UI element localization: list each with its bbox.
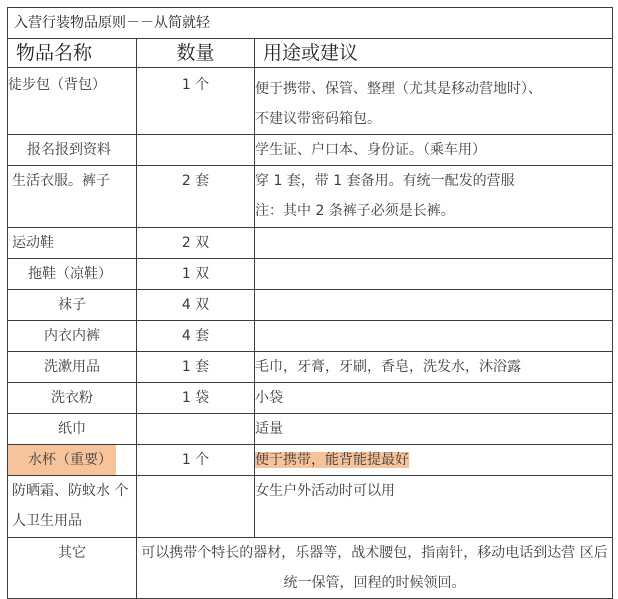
item-quantity: 2 双 xyxy=(137,228,255,259)
item-name: 报名报到资料 xyxy=(8,135,137,166)
item-usage xyxy=(255,445,613,476)
usage-line: 适量 xyxy=(255,421,283,437)
table-row-other xyxy=(8,538,613,599)
item-usage xyxy=(255,259,613,290)
item-name: 其它 xyxy=(8,538,137,599)
item-quantity: 4 双 xyxy=(137,290,255,321)
item-usage xyxy=(255,228,613,259)
header-quantity: 数量 xyxy=(137,39,255,68)
header-usage: 用途或建议 xyxy=(255,39,613,68)
item-usage xyxy=(255,68,613,135)
item-quantity: 2 套 xyxy=(137,166,255,228)
item-name: 袜子 xyxy=(8,290,137,321)
item-usage xyxy=(255,166,613,228)
table-row xyxy=(8,383,613,414)
item-quantity xyxy=(137,414,255,445)
usage-line: 可以携带个特长的器材，乐器等，战术腰包，指南针，移动电话到达营 xyxy=(141,545,576,561)
usage-line: 便于携带，能背能提最好 xyxy=(255,452,409,468)
item-quantity: 1 袋 xyxy=(137,383,255,414)
item-name: 水杯（重要） xyxy=(8,445,116,475)
item-usage xyxy=(255,352,613,383)
item-quantity: 4 套 xyxy=(137,321,255,352)
item-quantity xyxy=(137,476,255,538)
item-usage xyxy=(255,383,613,414)
item-name: 洗衣粉 xyxy=(8,383,137,414)
table-row-highlighted xyxy=(8,445,613,476)
item-name-cell xyxy=(8,445,137,476)
item-name: 拖鞋（凉鞋） xyxy=(8,259,137,290)
item-quantity xyxy=(137,135,255,166)
table-row xyxy=(8,352,613,383)
item-name: 徒步包（背包） xyxy=(8,68,137,135)
item-quantity: 1 套 xyxy=(137,352,255,383)
usage-line: 学生证、户口本、身份证。（乘车用） xyxy=(255,142,486,158)
item-usage xyxy=(255,414,613,445)
item-name-line: 防晒霜、防蚊水 xyxy=(12,483,110,499)
table-row xyxy=(8,135,613,166)
table-row xyxy=(8,290,613,321)
table-title: 入营行装物品原则－－从简就轻 xyxy=(8,8,613,39)
table-row xyxy=(8,321,613,352)
header-row xyxy=(8,39,613,68)
table-row xyxy=(8,259,613,290)
header-item-name: 物品名称 xyxy=(8,39,137,68)
item-name: 纸巾 xyxy=(8,414,137,445)
usage-line: 注：其中 2 条裤子必须是长裤。 xyxy=(255,203,455,219)
table-row xyxy=(8,68,613,135)
item-usage xyxy=(255,135,613,166)
usage-line: 女生户外活动时可以用 xyxy=(255,483,395,499)
usage-line: 便于携带、保管、整理（尤其是移动营地时）、 xyxy=(255,81,542,97)
usage-line: 区后统一保管，回程的时候领回。 xyxy=(283,545,608,591)
usage-line: 穿 1 套，带 1 套备用。有统一配发的营服 xyxy=(255,173,515,189)
item-usage xyxy=(255,476,613,538)
item-name: 运动鞋 xyxy=(8,228,137,259)
item-name xyxy=(8,476,137,538)
item-quantity: 1 个 xyxy=(137,68,255,135)
item-name: 内衣内裤 xyxy=(8,321,137,352)
usage-line: 毛巾，牙膏，牙刷，香皂，洗发水，沐浴露 xyxy=(255,359,521,375)
item-quantity: 1 双 xyxy=(137,259,255,290)
table-row xyxy=(8,414,613,445)
item-usage xyxy=(137,538,613,599)
item-name: 洗漱用品 xyxy=(8,352,137,383)
usage-line: 小袋 xyxy=(255,390,283,406)
usage-line: 不建议带密码箱包。 xyxy=(255,111,381,127)
table-row xyxy=(8,228,613,259)
item-usage xyxy=(255,290,613,321)
packing-list-table xyxy=(7,7,613,599)
item-name-line: 个人卫生用品 xyxy=(12,483,129,529)
item-quantity: 1 个 xyxy=(137,445,255,476)
table-row xyxy=(8,476,613,538)
table-row xyxy=(8,166,613,228)
item-usage xyxy=(255,321,613,352)
item-name: 生活衣服。裤子 xyxy=(8,166,137,228)
